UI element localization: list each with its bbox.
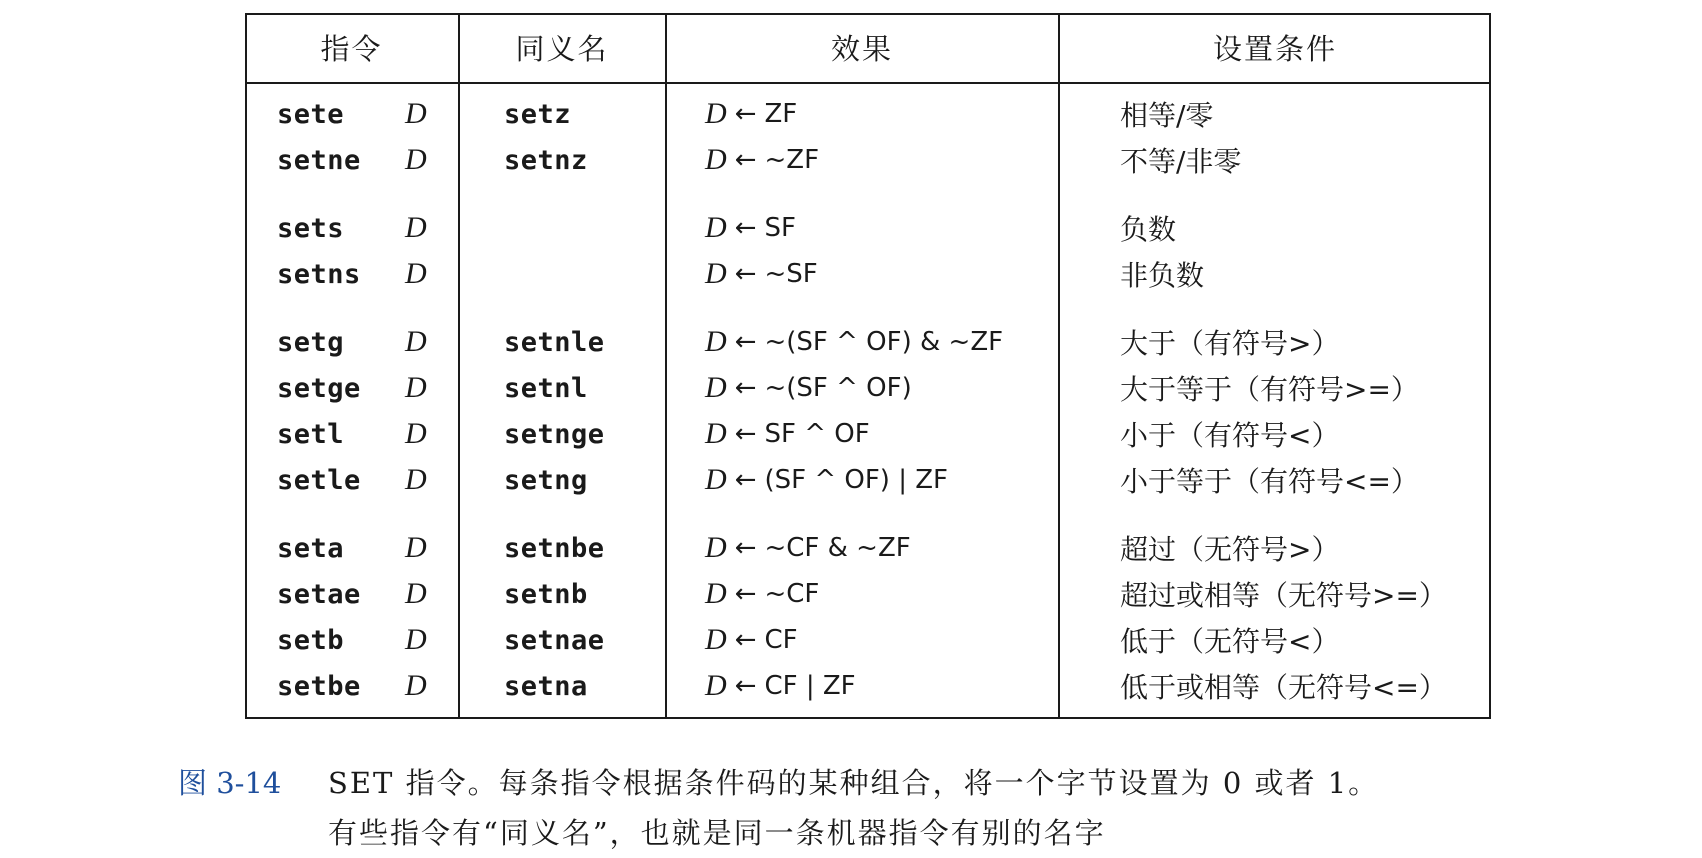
assign-arrow: ← [734,533,757,563]
instruction-operand: D [405,325,427,358]
effect-destination: D [705,669,727,702]
synonym-name: setnbe [504,532,605,564]
instruction-name: setb [277,624,345,656]
set-condition: 小于（有符号<） [1120,419,1340,452]
effect-expression [705,458,948,502]
instruction-operand: D [405,97,427,130]
table-row [245,320,1491,364]
assign-arrow: ← [734,327,757,357]
effect-expression [705,526,911,570]
set-condition: 相等/零 [1120,99,1214,132]
effect-expression [705,412,870,456]
set-condition: 非负数 [1120,259,1205,292]
instruction-name: setl [277,418,345,450]
synonym-name: setnge [504,418,605,450]
table-row [245,458,1491,502]
effect-value: ~SF [764,259,818,289]
set-condition: 低于（无符号<） [1120,625,1340,658]
table-row [245,92,1491,136]
effect-expression [705,138,819,182]
effect-value: ~CF [764,579,820,609]
caption-line-2: 有些指令有“同义名”，也就是同一条机器指令有别的名字 [328,816,1106,850]
effect-value: ~(SF ^ OF) & ~ZF [764,327,1004,357]
instruction-name: setns [277,258,361,290]
effect-expression [705,206,796,250]
set-condition: 负数 [1120,213,1177,246]
instruction-operand: D [405,211,427,244]
effect-destination: D [705,325,727,358]
instruction-name: sets [277,212,345,244]
assign-arrow: ← [734,145,757,175]
instruction-name: setge [277,372,361,404]
synonym-name: setz [504,98,572,130]
instruction-name: sete [277,98,345,130]
effect-expression [705,320,1003,364]
instruction-operand: D [405,531,427,564]
figure-label: 图 3-14 [178,766,282,800]
effect-expression [705,92,797,136]
effect-value: SF ^ OF [764,419,870,449]
caption-text [328,758,1698,858]
instruction-operand: D [405,577,427,610]
header-synonym: 同义名 [515,32,609,66]
synonym-name: setnle [504,326,605,358]
effect-expression [705,366,912,410]
synonym-name: setna [504,670,588,702]
effect-value: ZF [764,99,798,129]
set-condition: 超过（无符号>） [1120,533,1340,566]
effect-destination: D [705,577,727,610]
effect-expression [705,664,856,708]
assign-arrow: ← [734,419,757,449]
table-row [245,572,1491,616]
header-effect: 效果 [830,32,893,66]
effect-destination: D [705,371,727,404]
set-condition: 小于等于（有符号<=） [1120,465,1419,498]
set-condition: 大于等于（有符号>=） [1120,373,1419,406]
assign-arrow: ← [734,213,757,243]
table-row [245,526,1491,570]
effect-value: SF [764,213,796,243]
assign-arrow: ← [734,625,757,655]
effect-value: (SF ^ OF) | ZF [764,465,949,495]
assign-arrow: ← [734,579,757,609]
effect-expression [705,252,818,296]
effect-expression [705,572,819,616]
table-row [245,366,1491,410]
synonym-name: setnz [504,144,588,176]
synonym-name: setnb [504,578,588,610]
instruction-operand: D [405,623,427,656]
synonym-name: setnae [504,624,605,656]
effect-destination: D [705,97,727,130]
table-row [245,412,1491,456]
effect-value: ~CF & ~ZF [764,533,911,563]
instruction-name: setne [277,144,361,176]
header-instruction: 指令 [320,32,383,66]
caption-line-1: SET 指令。每条指令根据条件码的某种组合，将一个字节设置为 0 或者 1。 [328,766,1380,800]
assign-arrow: ← [734,671,757,701]
instruction-operand: D [405,371,427,404]
effect-value: ~ZF [764,145,820,175]
effect-value: CF [764,625,798,655]
set-condition: 不等/非零 [1120,145,1242,178]
effect-value: ~(SF ^ OF) [764,373,912,403]
header-condition: 设置条件 [1212,32,1337,66]
effect-value: CF | ZF [764,671,856,701]
assign-arrow: ← [734,465,757,495]
effect-destination: D [705,211,727,244]
table-row [245,664,1491,708]
assign-arrow: ← [734,373,757,403]
table-row [245,252,1491,296]
table-row [245,138,1491,182]
assign-arrow: ← [734,259,757,289]
instruction-name: setae [277,578,361,610]
instruction-operand: D [405,463,427,496]
effect-destination: D [705,531,727,564]
table-row [245,206,1491,250]
instruction-operand: D [405,257,427,290]
instruction-name: seta [277,532,345,564]
effect-destination: D [705,463,727,496]
set-condition: 大于（有符号>） [1120,327,1340,360]
assign-arrow: ← [734,99,757,129]
instruction-name: setg [277,326,345,358]
instruction-name: setbe [277,670,361,702]
effect-expression [705,618,798,662]
set-condition: 低于或相等（无符号<=） [1120,671,1447,704]
instruction-operand: D [405,417,427,450]
instruction-operand: D [405,669,427,702]
effect-destination: D [705,143,727,176]
set-condition: 超过或相等（无符号>=） [1120,579,1447,612]
header-divider [245,82,1491,84]
effect-destination: D [705,257,727,290]
table-row [245,618,1491,662]
synonym-name: setnl [504,372,588,404]
effect-destination: D [705,417,727,450]
synonym-name: setng [504,464,588,496]
instruction-name: setle [277,464,361,496]
instruction-operand: D [405,143,427,176]
effect-destination: D [705,623,727,656]
